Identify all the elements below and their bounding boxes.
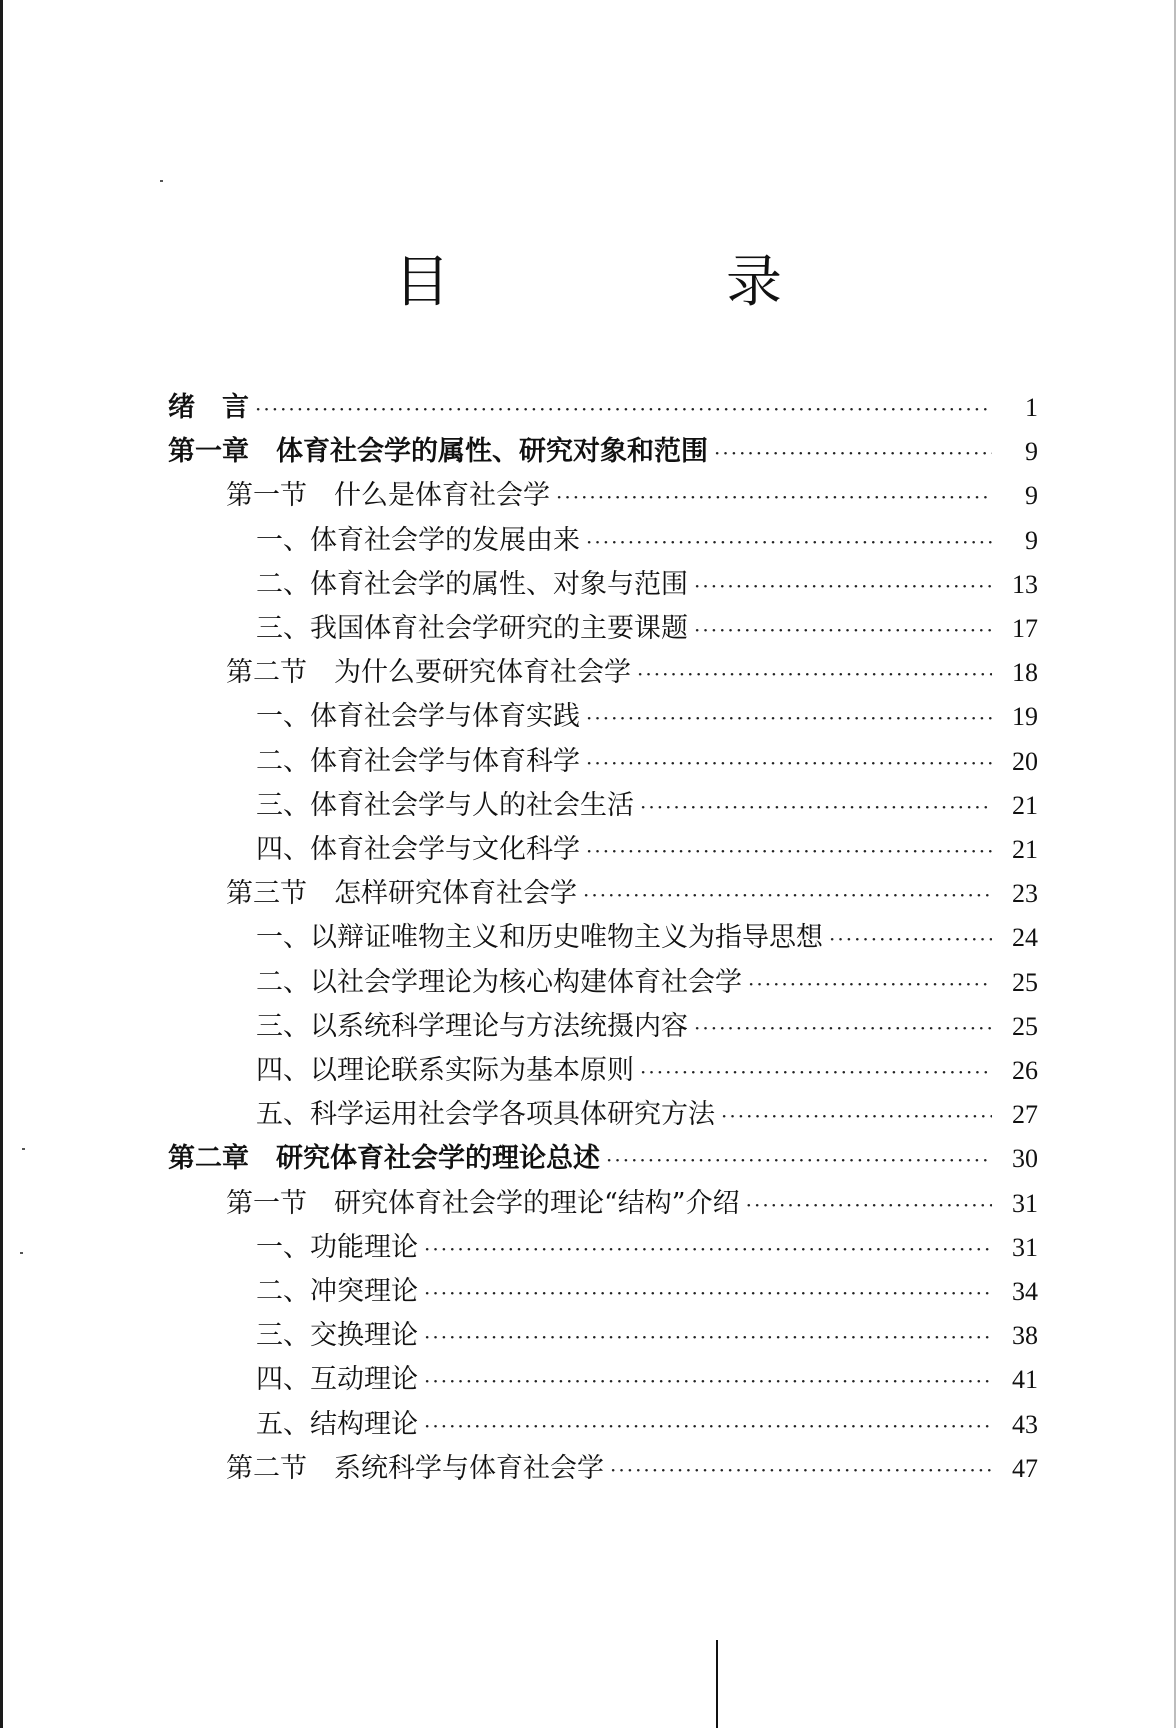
toc-page-number: 43 [1012, 1409, 1038, 1439]
toc-entry [256, 1051, 1038, 1091]
toc-entry [256, 1007, 1038, 1047]
toc-page-number: 9 [1025, 437, 1038, 467]
toc-entry-label: 第二节 系统科学与体育社会学 [226, 1452, 604, 1484]
toc-entry-label: 四、以理论联系实际为基本原则 [256, 1055, 634, 1086]
toc-entry-label: 绪 言 [168, 392, 249, 423]
toc-entry [226, 1449, 1038, 1489]
toc-entry-label: 五、结构理论 [256, 1408, 418, 1440]
toc-page-number: 38 [1012, 1321, 1038, 1351]
toc-entry-label: 一、功能理论 [256, 1231, 418, 1263]
toc-page-number: 34 [1012, 1277, 1038, 1306]
toc-leader-dots [640, 787, 992, 827]
toc-page-number: 17 [1012, 614, 1038, 643]
toc-page-number: 21 [1012, 835, 1038, 864]
toc-leader-dots [637, 654, 992, 694]
toc-page-number: 25 [1012, 967, 1038, 997]
toc-entry-label: 五、科学运用社会学各项具体研究方法 [256, 1099, 715, 1131]
toc-entry [226, 874, 1038, 914]
toc-leader-dots [424, 1317, 992, 1357]
toc-leader-dots [583, 875, 992, 915]
toc-entry-label: 二、以社会学理论为核心构建体育社会学 [256, 966, 742, 998]
toc-leader-dots [640, 1052, 992, 1092]
toc-page-number: 30 [1012, 1144, 1038, 1174]
toc-entry [168, 388, 1038, 428]
toc-leader-dots [610, 1450, 992, 1490]
toc-leader-dots [586, 831, 992, 871]
toc-page-number: 13 [1012, 569, 1038, 599]
toc-entry-label: 第二节 为什么要研究体育社会学 [226, 657, 631, 689]
toc-leader-dots [714, 433, 992, 473]
toc-leader-dots [255, 389, 992, 429]
scan-speck [22, 1148, 25, 1150]
toc-entry-label: 三、体育社会学与人的社会生活 [256, 789, 634, 821]
toc-entry [168, 1139, 1038, 1179]
toc-entry [168, 432, 1038, 472]
toc-leader-dots [424, 1361, 992, 1401]
toc-entry [256, 1228, 1038, 1268]
toc-page-number: 9 [1025, 525, 1038, 555]
toc-entry [256, 963, 1038, 1003]
toc-entry-label: 三、以系统科学理论与方法统摄内容 [256, 1010, 688, 1042]
toc-leader-dots [556, 477, 992, 517]
toc-page-number: 27 [1012, 1100, 1038, 1130]
toc-entry [226, 1184, 1038, 1224]
toc-entry [256, 1316, 1038, 1356]
toc-entry-label: 四、互动理论 [256, 1364, 418, 1396]
toc-page-number: 9 [1025, 481, 1038, 511]
toc-leader-dots [424, 1273, 992, 1313]
toc-entry-label: 二、体育社会学与体育科学 [256, 745, 580, 777]
toc-leader-dots [606, 1140, 992, 1180]
toc-page-number: 47 [1012, 1453, 1038, 1483]
toc-entry-label: 第一章 体育社会学的属性、研究对象和范围 [168, 436, 708, 468]
toc-entry-label: 三、交换理论 [256, 1320, 418, 1352]
binding-mark [716, 1640, 718, 1728]
toc-entry-label: 第一节 什么是体育社会学 [226, 480, 550, 512]
toc-leader-dots [829, 919, 992, 959]
toc-entry-label: 一、体育社会学的发展由来 [256, 524, 580, 556]
toc-entry-label: 三、我国体育社会学研究的主要课题 [256, 613, 688, 644]
toc-entry [256, 742, 1038, 782]
toc-entry-label: 一、以辩证唯物主义和历史唯物主义为指导思想 [256, 922, 823, 954]
toc-entry [256, 1360, 1038, 1400]
toc-entry [256, 786, 1038, 826]
toc-leader-dots [586, 743, 992, 783]
toc-entry-label: 二、冲突理论 [256, 1276, 418, 1307]
toc-leader-dots [746, 1185, 992, 1225]
toc-entry [226, 476, 1038, 516]
toc-entry-label: 四、体育社会学与文化科学 [256, 834, 580, 865]
toc-page-number: 25 [1012, 1011, 1038, 1041]
toc-leader-dots [748, 964, 992, 1004]
toc-entry [226, 653, 1038, 693]
toc-leader-dots [424, 1229, 992, 1269]
toc-entry [256, 521, 1038, 561]
page-title: 目 录 [394, 250, 892, 315]
toc-page-number: 19 [1012, 702, 1038, 732]
toc-leader-dots [694, 1008, 992, 1048]
toc-entry-label: 二、体育社会学的属性、对象与范围 [256, 568, 688, 600]
toc-entry [256, 918, 1038, 958]
toc-entry-label: 第二章 研究体育社会学的理论总述 [168, 1143, 600, 1175]
toc-page-number: 24 [1012, 923, 1038, 953]
toc-page-number: 41 [1012, 1365, 1038, 1395]
toc-entry [256, 609, 1038, 649]
toc-leader-dots [586, 522, 992, 562]
toc-entry-label: 第三节 怎样研究体育社会学 [226, 878, 577, 910]
toc-leader-dots [694, 566, 992, 606]
toc-page-number: 20 [1012, 746, 1038, 776]
toc-page-number: 21 [1012, 790, 1038, 820]
toc-entry [256, 830, 1038, 870]
toc-entry [256, 1405, 1038, 1445]
toc-page-number: 23 [1012, 879, 1038, 909]
toc-entry [256, 1272, 1038, 1312]
toc-leader-dots [586, 698, 992, 738]
toc-page-number: 18 [1012, 658, 1038, 688]
toc-entry [256, 565, 1038, 605]
toc-page-number: 1 [1025, 393, 1038, 422]
toc-entry [256, 1095, 1038, 1135]
toc-leader-dots [424, 1406, 992, 1446]
toc-page-number: 31 [1012, 1188, 1038, 1218]
scan-speck [20, 1252, 23, 1254]
toc-entry-label: 第一节 研究体育社会学的理论“结构”介绍 [226, 1187, 740, 1219]
toc-page-number: 31 [1012, 1232, 1038, 1262]
toc-leader-dots [721, 1096, 992, 1136]
toc-page-number: 26 [1012, 1056, 1038, 1085]
toc-leader-dots [694, 610, 992, 650]
scan-speck [160, 180, 163, 182]
toc-entry-label: 一、体育社会学与体育实践 [256, 701, 580, 733]
toc-entry [256, 697, 1038, 737]
